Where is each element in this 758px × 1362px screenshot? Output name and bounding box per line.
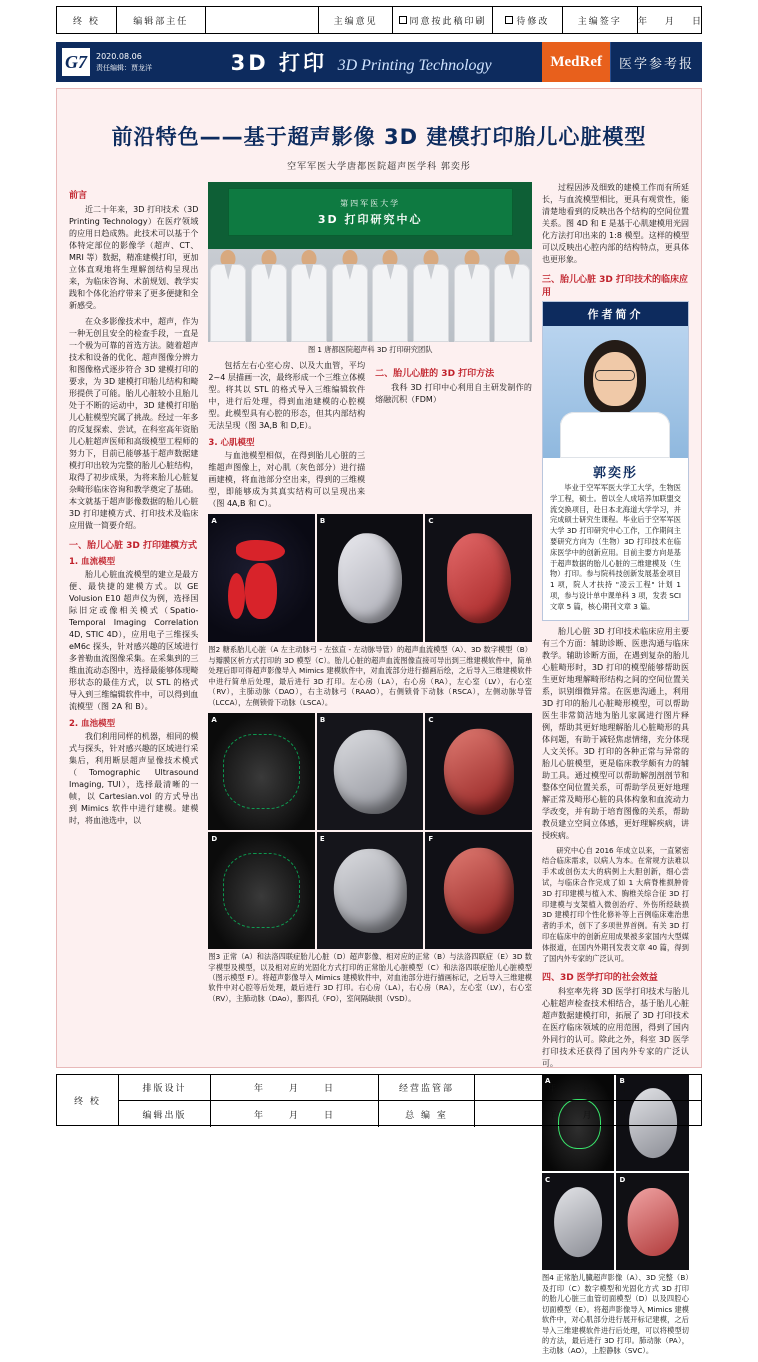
figure-3a-label: A	[211, 716, 217, 725]
issue-date: 2020.08.06	[96, 51, 142, 61]
date-day-label-3: 日	[324, 1110, 336, 1121]
figure-2-caption: 图2 糖系胎儿心脏（A 左主动脉弓 - 左弦直 - 左动脉导管）的超声血流模型（A）、3D 数字模型（B）与瓣膜区析方式打印的 3D 模型（C）。胎儿心脏的超声血流图像直接可导出到三维建模软件中，简单处理后即可得超声影像导入 Mimics 建模软件中，对血流部分进行描画后绘，之后导入三维建模软件中进行简单后处理，最后进行 3D 打印。左心房（LA），右心房（RA），左心室（LV），右心室（RV），主肺动脉（DAO），右主动脉弓（RAAO），右侧锁骨下动脉（RSCA），左侧动脉导管（LCCA），左侧锁骨下动脉（LSCA）。	[208, 645, 532, 707]
checkbox-approve-print[interactable]	[399, 16, 407, 24]
figure-2-images	[208, 514, 532, 642]
figure-2b-mesh	[338, 534, 402, 624]
date-month-label: 月	[664, 16, 674, 27]
figure-2b-digital-model	[317, 514, 424, 642]
top-production-bar	[56, 6, 702, 34]
sub3-paragraph: 与血池模型相似，在得到胎儿心脏的三维超声图像上，对心肌（灰色部分）进行描画建模，将血池部分空出来，得到的三维模型，即能够成为其真实结构可以呈现出来（图 4A,B 和 C）。	[208, 451, 366, 509]
figure-2a-blood-flow	[208, 514, 315, 642]
lab-banner-line1: 第四军医大学	[340, 198, 401, 208]
right-top-paragraph: 过程因涉及细致的建模工作而有所延长，与血流模型相比，更具有观赏性，能清楚地看到的反映出各个结构的空间位置关系。图 4D 和 E 是基于心肌建模用光固化方法打印出来的 1:8 模型。这样的模型可以反映出心腔内部的结构特点，更具体也更形象。	[541, 183, 689, 264]
figure-1	[208, 182, 532, 355]
masthead	[56, 42, 702, 82]
top-cell-final-proof: 终 校	[57, 7, 117, 33]
date-year-label: 年	[637, 16, 647, 27]
figure-2c-printed-model	[425, 514, 532, 642]
date-month-label-4: 月	[582, 1110, 594, 1121]
article-byline: 空军军医大学唐都医院超声医学科 郭奕彤	[287, 162, 471, 172]
lab-banner-line2: 3D 打印研究中心	[317, 212, 423, 226]
mid-paragraph-1: 包括左右心室心房、以及大血管，平均 2~4 层描画一次，最终形成一个三维立体模型。将其以 STL 的格式导入三维编辑软件中，进行后处理，得到血池建模的心腔模型。此模型具有心腔的形态，但其内部结构无法呈现（图 3A,B 和 D,E）。	[208, 361, 366, 431]
author-bio-2: 研究中心自 2016 年成立以来，一直紧密结合临床需求，以病人为本。在常规方法难以手术或创伤太大的病例上大胆创新，细心尝试，与临床合作完成了如 1 大病脊椎损肿骨 3D 打印建模与植入术、胸椎关综合征 3D 打印建模与支架植入微创治疗、外伤所经缺损 3D 建模打印个性化修补等上百例临床难治患者的手术，创下了多项世界首例。有关 3D 打印在临床中的创新应用成果被多家国内大型媒体报道，在国内外期刊发表文章 40 篇，得到了国内外专家的广泛认可。	[541, 845, 689, 963]
date-month-label-3: 月	[288, 1110, 300, 1121]
team-member	[492, 244, 532, 342]
date-day-label: 日	[691, 16, 701, 27]
mid-text-col-1	[208, 360, 365, 514]
team-member	[208, 244, 248, 342]
bottom-cell-date-1	[211, 1075, 379, 1100]
figure-3d-ultrasound	[208, 832, 315, 949]
figure-3b-label: B	[319, 716, 326, 725]
figure-4c-label: C	[544, 1176, 551, 1185]
article-columns	[69, 182, 689, 1362]
column-left	[69, 182, 198, 1362]
figure-4b-label: B	[619, 1077, 625, 1086]
figure-4d-print	[616, 1173, 689, 1270]
team-photo	[208, 182, 532, 342]
date-year-label-4: 年	[547, 1110, 559, 1121]
date-day-label-1: 日	[324, 1084, 336, 1094]
column-right	[542, 182, 689, 1362]
top-cell-chief-signature: 主编签字	[563, 7, 638, 33]
figure-2c-label: C	[428, 517, 434, 526]
top-cell-approve-print: 同意按此稿印刷	[393, 7, 493, 33]
figure-4d-label: D	[619, 1176, 626, 1185]
team-member	[290, 244, 330, 342]
author-box	[542, 301, 689, 621]
bottom-cell-date-3	[211, 1101, 379, 1127]
author-name: 郭奕彤	[592, 466, 638, 481]
page-title: 前沿特色——基于超声影像 3D 建模打印胎儿心脏模型	[111, 125, 647, 149]
heading-sub-3: 3. 心肌模型	[208, 438, 255, 449]
heading-section-1: 一、胎儿心脏 3D 打印建模方式	[69, 541, 198, 551]
figure-2	[208, 514, 532, 708]
top-cell-date	[638, 7, 701, 33]
bottom-cell-layout-design: 排版设计	[119, 1075, 211, 1100]
top-cell-editor-director: 编辑部主任	[117, 7, 206, 33]
bottom-cell-chief-editor-office: 总 编 室	[379, 1101, 475, 1127]
team-member	[249, 244, 289, 342]
figure-3d-label: D	[211, 835, 218, 844]
bottom-row-2	[119, 1101, 701, 1127]
team-member	[452, 244, 492, 342]
figure-4a-label: A	[544, 1077, 551, 1086]
date-month-label-2: 月	[582, 1084, 594, 1094]
author-box-header: 作者简介	[543, 302, 688, 326]
figure-3e-model	[317, 832, 424, 949]
heading-intro: 前言	[69, 191, 88, 201]
figure-3f-print	[425, 832, 532, 949]
brand-logo-cn: 医学参考报	[610, 42, 702, 82]
heading-sub-2: 2. 血池模型	[69, 719, 116, 729]
sec4-paragraph: 科室率先将 3D 医学打印技术与胎儿心脏超声检查技术相结合，基于胎儿心脏超声数据建模打印，拓展了 3D 打印技术在医疗临床领域的应用范围，得到了国内外同行的认可。除此之外，科室 3D 医学打印技术还获得了国内外专家的广泛认可。	[541, 987, 689, 1069]
figure-3e-label: E	[319, 835, 325, 844]
figure-3c-print	[425, 713, 532, 830]
figure-2b-label: B	[319, 517, 326, 526]
figure-3a-ultrasound	[208, 713, 315, 830]
lab-banner	[228, 188, 513, 236]
author-photo	[543, 326, 688, 458]
column-middle	[208, 182, 532, 1362]
figure-4c-model	[542, 1173, 615, 1270]
intro-paragraph-2: 在众多影像技术中，超声，作为一种无创且安全的检查手段，一直是一个极为可靠的首选方法。随着超声技术和设备的优化、超声图像分辨力和图像格式逐步符合 3D 建模打印的要求，为 3D 建模打印胎儿结构和畸形提供了可能。胎儿心脏较小且胎儿处于不断的运动中，3D 建模打印胎儿心脏模型究属了挑战。经过一年多的反复探索、尝试，在科室高年资胎儿心脏超声医师和高级模型工程师的努力下，目前已能够基于超声数据建模打印出较为完整的胎儿心脏结构，取得了初步成果，为将来胎儿心脏复杂畸形临床咨询和教学奠定了基础。本文就基于超声影像数据的胎儿心脏 3D 打印建模方式、打印技术及临床应用做一简要介绍。	[69, 317, 199, 530]
sub2-paragraph: 我们利用同样的机器，相同的模式与探头，针对感兴趣的区域进行采集后，利用断层超声显像技术模式（Tomographic Ultrasound Imaging, TUI），选择最清晰的一帧，以 Cartesian.vol 的方式导出到 Mimics 软件中进行建模。建模时，将血池选中，以	[69, 732, 199, 825]
figure-4-caption: 图4 正常胎儿臓超声影像（A）、3D 完整（B）及打印（C）数字模型和光固化方式 3D 打印的胎儿心脏三血管切面模型（D）以及四腔心切面模型（E）。将超声影像导入 Mimics 建模软件中，对心肌部分进行展开标记建模，之后导入三维建模软件进行后处理，可以将模型切的方法，最后进行 3D 打印。肺动脉（PA），主动脉（AO），上腔静脉（SVC）。	[541, 1273, 689, 1356]
sec3-paragraph: 胎儿心脏 3D 打印技术临床应用主要有三个方面：辅助诊断、医患沟通与临床教学。辅助诊断方面，在遇到复杂的胎儿心脏畸形时，3D 打印的模型能够帮助医生更好地理解畸形结构之间的空间位置关系，识别细微异常。在医患沟通上，利用 3D 打印的胎儿心脏畸形模型，可以帮助医生非常简洁地为胎儿家属进行图片释例，帮助其更好地理解胎儿心脏畸形的具体问题，有助于减轻焦虑情绪，充分体现人文关怀。3D 打印的各种正常与异常的胎儿心脏模型，更是临床教学颇有力的辅助工具。通过模型可以帮助解剖剖剖节和整体空间位置关系，可帮助学员更好地理解正常及畸形心脏的具体构象和血流动力学改变，并有助于培育图像的关系，帮助教员建立空间立体感，更好理解疾病，讲授疾病。	[541, 626, 689, 840]
masthead-date-block	[96, 51, 180, 74]
date-month-label-1: 月	[288, 1084, 300, 1094]
bottom-row-1	[119, 1075, 701, 1101]
bottom-cell-editing-publishing: 编辑出版	[119, 1101, 211, 1127]
bottom-production-bar	[56, 1074, 702, 1126]
checkbox-needs-revision[interactable]	[505, 16, 513, 24]
figure-3c-label: C	[428, 716, 434, 725]
date-year-label-1: 年	[253, 1084, 265, 1094]
responsible-editor: 责任编辑：贾龙洋	[96, 63, 152, 72]
figure-3-caption: 图3 正常（A）和法洛四联症胎儿心脏（D）超声影像、相对应的正常（B）与法洛四联症（E）3D 数字模型及模型，以及相对应的光固化方式打印的正常胎儿心脏模型（C）和法洛四联症胎儿心脏模型（图示模型 F）。将超声影像导入 Mimics 建模软件中，对血池部分进行描画标记，之后导入三维建模软件中对心腔等后处理，最后进行 3D 打印。右心房（LA），右心房（RA），左心室（LV），右心室（RV），主肺动脉（DAo），膨四孔（FO），室间隔缺损（VSD）。	[208, 952, 532, 1003]
section-title-cn: 3D 打印	[230, 51, 328, 75]
team-member	[411, 244, 451, 342]
team-members	[208, 244, 532, 342]
figure-3	[208, 713, 532, 1004]
brand-logo-en: MedRef	[542, 42, 610, 82]
bottom-cell-final-proof: 终 校	[57, 1075, 119, 1125]
intro-paragraph-1: 近二十年来，3D 打印技术（3D Printing Technology）在医疗领域的应用日趋成熟。此技术可以基于个体特定部位的影像学（超声、CT、MRI 等）数据，精准建模打印，更加立体直观地将生理解剖结构呈现出来，为临床咨询、术前规划、教学实践和个体化治疗带来了更多便捷和全新感受。	[69, 205, 199, 310]
mid-text-col-2	[375, 360, 532, 514]
section2-paragraph: 我科 3D 打印中心利用自主研发制作的熔融沉积（FDM）	[375, 383, 532, 405]
date-day-label-4: 日	[617, 1110, 629, 1121]
heading-sub-1: 1. 血流模型	[69, 557, 116, 567]
date-day-label-2: 日	[617, 1084, 629, 1094]
date-year-label-2: 年	[547, 1084, 559, 1094]
team-member	[330, 244, 370, 342]
figure-3f-label: F	[428, 835, 434, 844]
figure-2a-label: A	[211, 517, 217, 526]
figure-3-images	[208, 713, 532, 949]
bottom-cell-date-4	[475, 1101, 701, 1127]
top-cell-needs-revision: 待修改	[493, 7, 562, 33]
top-cell-blank	[206, 7, 320, 33]
bottom-cell-date-2	[475, 1075, 701, 1100]
figure-1-caption: 图 1 唐都医院超声科 3D 打印研究团队	[307, 345, 433, 354]
section-title-en: 3D Printing Technology	[337, 57, 492, 74]
section-title	[180, 47, 542, 77]
top-cell-chief-opinion: 主编意见	[319, 7, 392, 33]
team-member	[371, 244, 411, 342]
heading-section-3: 三、胎儿心脏 3D 打印技术的临床应用	[541, 275, 688, 298]
figure-3b-model	[317, 713, 424, 830]
page-code-badge: G7	[62, 48, 90, 76]
heading-section-2: 二、胎儿心脏的 3D 打印方法	[375, 369, 495, 380]
date-year-label-3: 年	[253, 1110, 265, 1121]
figure-2c-print	[447, 534, 511, 624]
author-bio-1: 毕业于空军军医大学工大学，生物医学工程，硕士。曾以全人成培养加联盟交流交换项目，赴日本北海道大学学习，并完成硕士研究生课程。毕业后于空军军医大学 3D 打印研究中心工作，工作期间主要研究方向为（生物）3D 打印技术在临床医学中的创新应用。目前主要方向是基于超声数据的胎儿心脏的三维建模及（生物）打印。参与院科技创新发展基金项目 1 项，院人才扶持 "凌云工程" 计划 1 项，参与设计单中课单科 3 项，发表 SCI 文章 5 篇，核心期刊文章 3 篇。	[549, 483, 681, 611]
mid-text-block	[208, 360, 532, 514]
sub1-paragraph: 胎儿心脏血流模型的建立是最方便、最快捷的建模方式。以 GE Volusion E10 超声仪为例，选择国际旧定或像相关模式（Spatio-Temporal Imaging Correlation 4D, STIC 4D），应用电子三维探头 eM6c 探头，针对感兴趣的区域进行多普勒血流图像采集。在采集到的三维血流动态图中，选择最能够体现畸形状态的最佳方式，以 STL 的格式导入到三维编辑软件中，可以得到血流模型（图 2A 和 B）。	[69, 570, 199, 711]
heading-section-4: 四、3D 医学打印的社会效益	[541, 973, 658, 984]
bottom-cell-operations-dept: 经营监管部	[379, 1075, 475, 1100]
